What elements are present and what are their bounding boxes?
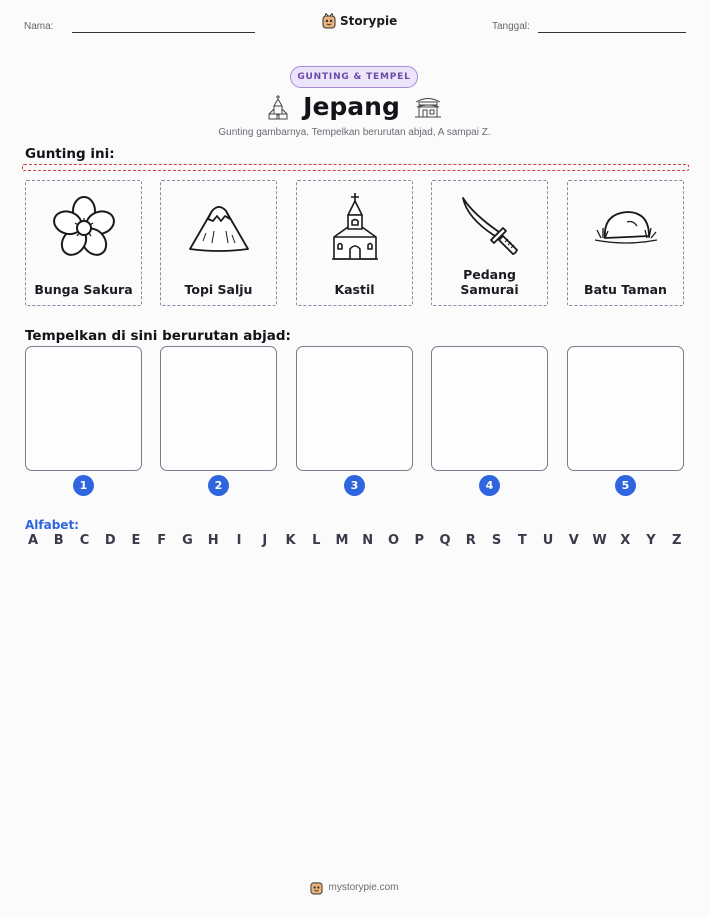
- alphabet-letter: R: [465, 533, 476, 548]
- slot-number-badge: 1: [73, 475, 94, 496]
- sakura-flower-icon: [51, 194, 117, 260]
- cut-card-label: Pedang Samurai: [460, 267, 519, 297]
- japanese-house-icon: [414, 95, 442, 119]
- alphabet-letter: B: [53, 533, 64, 548]
- alphabet-letter: E: [131, 533, 141, 548]
- alphabet-letter: A: [27, 533, 39, 548]
- alphabet-letter: M: [335, 533, 349, 548]
- cut-card-3[interactable]: [296, 180, 413, 306]
- alphabet-letter: W: [592, 533, 607, 548]
- samurai-sword-icon: [457, 194, 523, 260]
- slot-number-badge: 5: [615, 475, 636, 496]
- alphabet-letter: I: [236, 533, 242, 548]
- castle-icon: [330, 191, 380, 263]
- paste-heading: Tempelkan di sini berurutan abjad:: [25, 328, 291, 344]
- alphabet-letter: X: [620, 533, 631, 548]
- paste-slot-1[interactable]: [25, 346, 142, 471]
- alphabet-heading: Alfabet:: [25, 518, 79, 532]
- date-label: Tanggal:: [492, 21, 530, 32]
- paste-slot-2[interactable]: [160, 346, 277, 471]
- slot-number-badge: 2: [208, 475, 229, 496]
- alphabet-letter: T: [517, 533, 527, 548]
- paste-slot-5[interactable]: [567, 346, 684, 471]
- slot-number-badge: 4: [479, 475, 500, 496]
- alphabet-letter: Y: [646, 533, 656, 548]
- alphabet-letter: N: [362, 533, 374, 548]
- paste-slot-4[interactable]: [431, 346, 548, 471]
- activity-badge: GUNTING & TEMPEL: [290, 66, 418, 88]
- brand-name: Storypie: [340, 14, 398, 28]
- page-title: Jepang: [303, 92, 400, 121]
- alphabet-row: [25, 533, 685, 548]
- cut-card-2[interactable]: [160, 180, 277, 306]
- date-line[interactable]: [538, 32, 686, 33]
- alphabet-letter: H: [207, 533, 219, 548]
- storypie-mascot-icon: [310, 880, 323, 895]
- alphabet-letter: V: [568, 533, 579, 548]
- garden-rock-icon: [591, 202, 661, 252]
- name-label: Nama:: [24, 21, 54, 32]
- alphabet-letter: Q: [439, 533, 451, 548]
- alphabet-letter: G: [182, 533, 193, 548]
- church-icon: [267, 94, 289, 120]
- alphabet-letter: D: [104, 533, 116, 548]
- snowy-mountain-icon: [186, 197, 252, 257]
- alphabet-letter: F: [157, 533, 167, 548]
- alphabet-letter: L: [312, 533, 321, 548]
- storypie-mascot-icon: [322, 13, 336, 29]
- slot-number-badge: 3: [344, 475, 365, 496]
- alphabet-letter: K: [285, 533, 296, 548]
- alphabet-letter: Z: [672, 533, 682, 548]
- alphabet-letter: O: [387, 533, 400, 548]
- cut-card-4[interactable]: [431, 180, 548, 306]
- footer: [0, 880, 709, 895]
- cut-card-1[interactable]: [25, 180, 142, 306]
- name-line[interactable]: [72, 32, 255, 33]
- alphabet-letter: P: [414, 533, 425, 548]
- cut-card-label: Bunga Sakura: [34, 282, 133, 297]
- instructions: Gunting gambarnya. Tempelkan berurutan abjad, A sampai Z.: [218, 127, 491, 138]
- title-row: [0, 92, 709, 121]
- cut-line: [22, 164, 689, 171]
- cut-card-label: Kastil: [334, 282, 375, 297]
- alphabet-letter: C: [79, 533, 90, 548]
- cut-card-label: Batu Taman: [584, 282, 667, 297]
- brand-logo: [322, 13, 397, 29]
- alphabet-letter: U: [542, 533, 554, 548]
- cut-heading: Gunting ini:: [25, 146, 115, 162]
- cut-card-label: Topi Salju: [184, 282, 253, 297]
- cut-card-5[interactable]: [567, 180, 684, 306]
- paste-slot-3[interactable]: [296, 346, 413, 471]
- alphabet-letter: S: [491, 533, 502, 548]
- alphabet-letter: J: [262, 533, 268, 548]
- footer-link[interactable]: mystorypie.com: [328, 882, 399, 893]
